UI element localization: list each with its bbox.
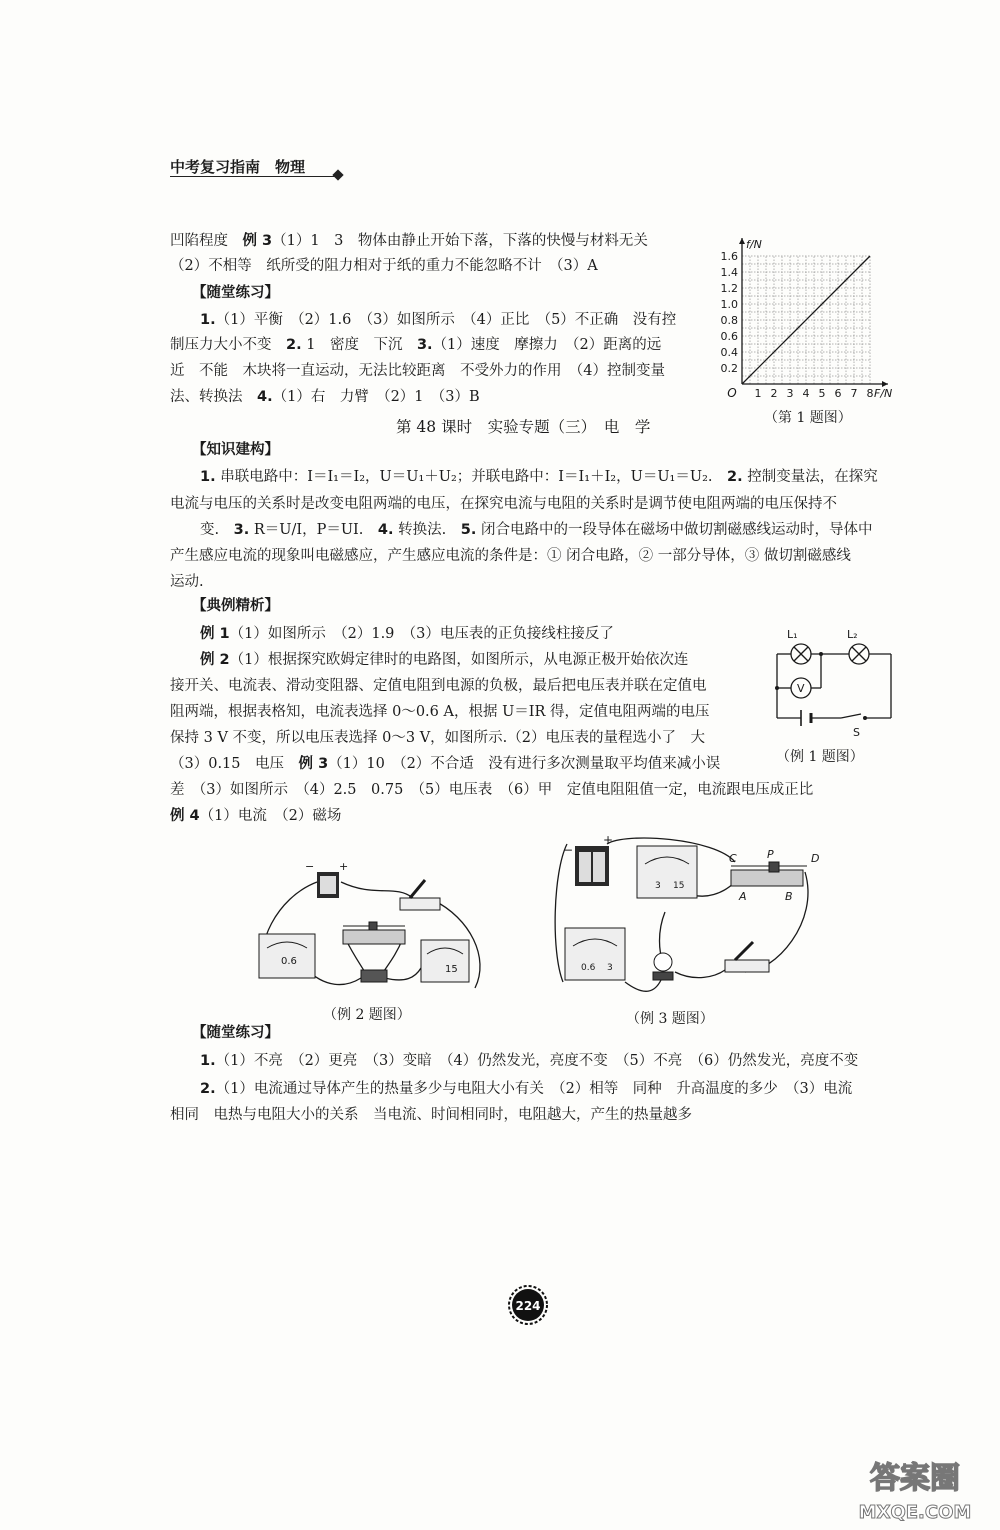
x-tick-label: 6 (834, 387, 842, 400)
text-line (200, 311, 676, 329)
lamp-l2-label: L₂ (847, 628, 858, 641)
text-run: 5. (460, 522, 477, 538)
text-line (200, 1080, 852, 1098)
figure-1-caption: （第 1 题图） (764, 410, 852, 426)
text-run: 法、转换法 (170, 389, 257, 405)
ammeter-scale-label: 0.6 (281, 956, 297, 967)
ammeter-scale-06: 0.6 (581, 963, 596, 973)
x-axis-label: F/N (874, 387, 893, 400)
page-number-badge (506, 1283, 550, 1327)
text-line (170, 257, 598, 275)
text-line (170, 703, 710, 721)
text-line (170, 232, 648, 250)
y-tick-label: 1.4 (720, 266, 738, 279)
text-run: 【随堂练习】 (192, 1025, 279, 1041)
x-tick-label: 1 (754, 387, 762, 400)
text-line (200, 521, 872, 539)
battery-plus-label: + (339, 860, 349, 873)
text-run: 例 4 (170, 808, 200, 824)
text-run: 4. (257, 389, 273, 405)
switch-label: S (853, 726, 860, 739)
battery-minus-label: − (563, 843, 574, 857)
battery-plus-label: + (603, 833, 614, 847)
text-run: 第 48 课时 实验专题（三） 电 学 (396, 418, 651, 436)
text-run: 4. (377, 522, 394, 538)
text-run: 【典例精析】 (192, 598, 279, 614)
x-tick-label: 2 (770, 387, 778, 400)
bulb-icon (653, 953, 673, 980)
rheostat-terminal-c: C (729, 852, 737, 865)
y-tick-label: 0.2 (720, 362, 738, 375)
text-run: 2. (727, 469, 743, 485)
lamp-l1-label: L₁ (787, 628, 798, 641)
text-run: （1）右 力臂 （2）1 （3）B (272, 389, 480, 405)
fixed-resistor-icon (361, 970, 387, 982)
text-line (170, 755, 720, 773)
text-line (170, 573, 204, 591)
text-line (170, 677, 707, 695)
text-line (170, 781, 813, 799)
book-header-title: 中考复习指南 物理 (170, 158, 306, 176)
text-run: 产生感应电流的现象叫电磁感应，产生感应电流的条件是：① 闭合电路，② 一部分导体，③ 做切割磁感线 (170, 548, 851, 564)
y-axis-label: f/N (746, 238, 762, 251)
header-rule (170, 176, 340, 177)
text-line (170, 388, 480, 406)
text-line (170, 547, 851, 565)
text-run: 变. (200, 522, 234, 538)
section-heading (192, 597, 279, 615)
text-run: 1. (200, 312, 216, 328)
rheostat-terminal-b: B (785, 890, 793, 903)
text-line (170, 729, 705, 747)
text-run: （1）速度 摩擦力 （2）距离的远 (432, 337, 662, 353)
watermark-logo (840, 1448, 990, 1526)
voltmeter-label: V (797, 682, 805, 695)
y-tick-label: 1.6 (720, 250, 738, 263)
text-run: （1）不亮 （2）更亮 （3）变暗 （4）仍然发光，亮度不变 （5）不亮 （6）仍然发光，亮度不变 (215, 1053, 859, 1069)
text-run: （1）电流通过导体产生的热量多少与电阻大小有关 （2）相等 同种 升高温度的多少 （3）电流 (215, 1081, 853, 1097)
battery-minus-label: − (305, 860, 315, 873)
text-run: 3. (416, 337, 433, 353)
text-run: （1）1 3 物体由静止开始下落，下落的快慢与材料无关 (272, 233, 648, 249)
text-line (170, 495, 837, 513)
y-tick-label: 1.0 (720, 298, 738, 311)
page-number: 224 (515, 1299, 541, 1313)
section-heading (192, 284, 279, 302)
text-run: 相同 电热与电阻大小的关系 当电流、时间相同时，电阻越大，产生的热量越多 (170, 1107, 692, 1123)
friction-force-chart (712, 238, 902, 408)
rheostat-icon (731, 862, 807, 886)
rheostat-terminal-a: A (739, 890, 747, 903)
text-run: 凹陷程度 (170, 233, 243, 249)
example-1-caption: （例 1 题图） (776, 749, 864, 765)
header-diamond-icon (332, 169, 343, 180)
example-1-circuit-diagram (765, 628, 905, 753)
text-run: 转换法. (393, 522, 461, 538)
lesson-title (396, 418, 650, 436)
text-run: 控制变量法，在探究 (742, 469, 878, 485)
voltmeter-icon (637, 846, 697, 898)
rheostat-slider-p: P (767, 848, 774, 861)
text-run: 1. (200, 1053, 216, 1069)
text-run: （1）电流 （2）磁场 (199, 808, 342, 824)
x-tick-label: 5 (818, 387, 826, 400)
text-run: 串联电路中：I＝I₁＝I₂，U＝U₁＋U₂；并联电路中：I＝I₁＋I₂，U＝U₁＝U₂. (215, 469, 728, 485)
knife-switch-icon (400, 880, 440, 910)
rheostat-terminal-d: D (811, 852, 820, 865)
battery-icon (563, 833, 613, 886)
text-run: 运动. (170, 574, 204, 590)
text-run: 制压力大小不变 (170, 337, 286, 353)
x-tick-label: 8 (866, 387, 874, 400)
text-run: 例 3 (242, 233, 273, 249)
y-tick-label: 0.8 (720, 314, 738, 327)
text-run: （3）0.15 电压 (170, 756, 299, 772)
voltmeter-scale-15: 15 (673, 881, 685, 891)
text-run: 阻两端，根据表格知，电流表选择 0～0.6 A，根据 U＝IR 得，定值电阻两端的电压 (170, 704, 710, 720)
y-axis-arrow-icon (739, 238, 745, 244)
text-line (170, 1106, 692, 1124)
voltmeter-icon (421, 940, 469, 982)
y-tick-label: 1.2 (720, 282, 738, 295)
text-run: 2. (286, 337, 302, 353)
ammeter-icon (565, 928, 625, 980)
x-tick-label: 4 (802, 387, 810, 400)
text-run: 例 1 (200, 626, 230, 642)
x-tick-label: 3 (786, 387, 794, 400)
text-run: 【知识建构】 (192, 442, 279, 458)
y-tick-label: 0.6 (720, 330, 738, 343)
knife-switch-icon (725, 942, 769, 972)
text-run: （1）如图所示 （2）1.9 （3）电压表的正负接线柱接反了 (229, 626, 614, 642)
text-run: R＝U/I，P＝UI. (249, 522, 378, 538)
text-run: 例 3 (298, 756, 329, 772)
rheostat-icon (343, 922, 405, 944)
text-line (170, 807, 341, 825)
text-run: 接开关、电流表、滑动变阻器、定值电阻到电源的负极，最后把电压表并联在定值电 (170, 678, 707, 694)
text-line (200, 651, 688, 669)
text-run: 2. (200, 1081, 216, 1097)
text-run: 差 （3）如图所示 （4）2.5 0.75 （5）电压表 （6）甲 定值电阻阻值一定，电流跟电压成正比 (170, 782, 814, 798)
watermark-text: 答案圈 (870, 1461, 960, 1496)
text-run: 保持 3 V 不变，所以电压表选择 0～3 V，如图所示.（2）电压表的量程选小了 大 (170, 730, 705, 746)
ammeter-scale-3: 3 (607, 963, 613, 973)
text-run: （1）平衡 （2）1.6 （3）如图所示 （4）正比 （5）不正确 没有控 (215, 312, 677, 328)
example-2-caption: （例 2 题图） (323, 1007, 411, 1023)
x-tick-label: 7 (850, 387, 858, 400)
text-line (170, 362, 665, 380)
text-run: （1）根据探究欧姆定律时的电路图，如图所示，从电源正极开始依次连 (229, 652, 689, 668)
text-line (200, 468, 878, 486)
example-2-apparatus-figure (245, 838, 495, 1008)
text-line (200, 625, 614, 643)
battery-icon (305, 860, 348, 898)
section-heading (192, 1024, 279, 1042)
text-run: 例 2 (200, 652, 230, 668)
text-run: 1. (200, 469, 216, 485)
watermark-url: MXQE.COM (858, 1502, 972, 1523)
text-run: 闭合电路中的一段导体在磁场中做切割磁感线运动时，导体中 (476, 522, 873, 538)
text-run: （2）不相等 纸所受的阻力相对于纸的重力不能忽略不计 （3）A (170, 258, 598, 274)
ammeter-icon (259, 934, 315, 978)
text-run: 近 不能 木块将一直运动，无法比较距离 不受外力的作用 （4）控制变量 (170, 363, 665, 379)
voltmeter-scale-label: 15 (445, 964, 458, 975)
text-run: 【随堂练习】 (192, 285, 279, 301)
example-3-apparatus-figure (545, 832, 835, 1007)
text-run: 1 密度 下沉 (301, 337, 417, 353)
section-heading (192, 441, 279, 459)
text-run: 电流与电压的关系时是改变电阻两端的电压，在探究电流与电阻的关系时是调节使电阻两端的电压保持不 (170, 496, 837, 512)
example-3-caption: （例 3 题图） (626, 1011, 714, 1027)
y-tick-label: 0.4 (720, 346, 738, 359)
text-run: 3. (233, 522, 250, 538)
text-line (170, 336, 661, 354)
voltmeter-scale-3: 3 (655, 881, 661, 891)
text-run: （1）10 （2）不合适 没有进行多次测量取平均值来减小误 (328, 756, 721, 772)
origin-label: O (727, 386, 737, 400)
text-line (200, 1052, 858, 1070)
